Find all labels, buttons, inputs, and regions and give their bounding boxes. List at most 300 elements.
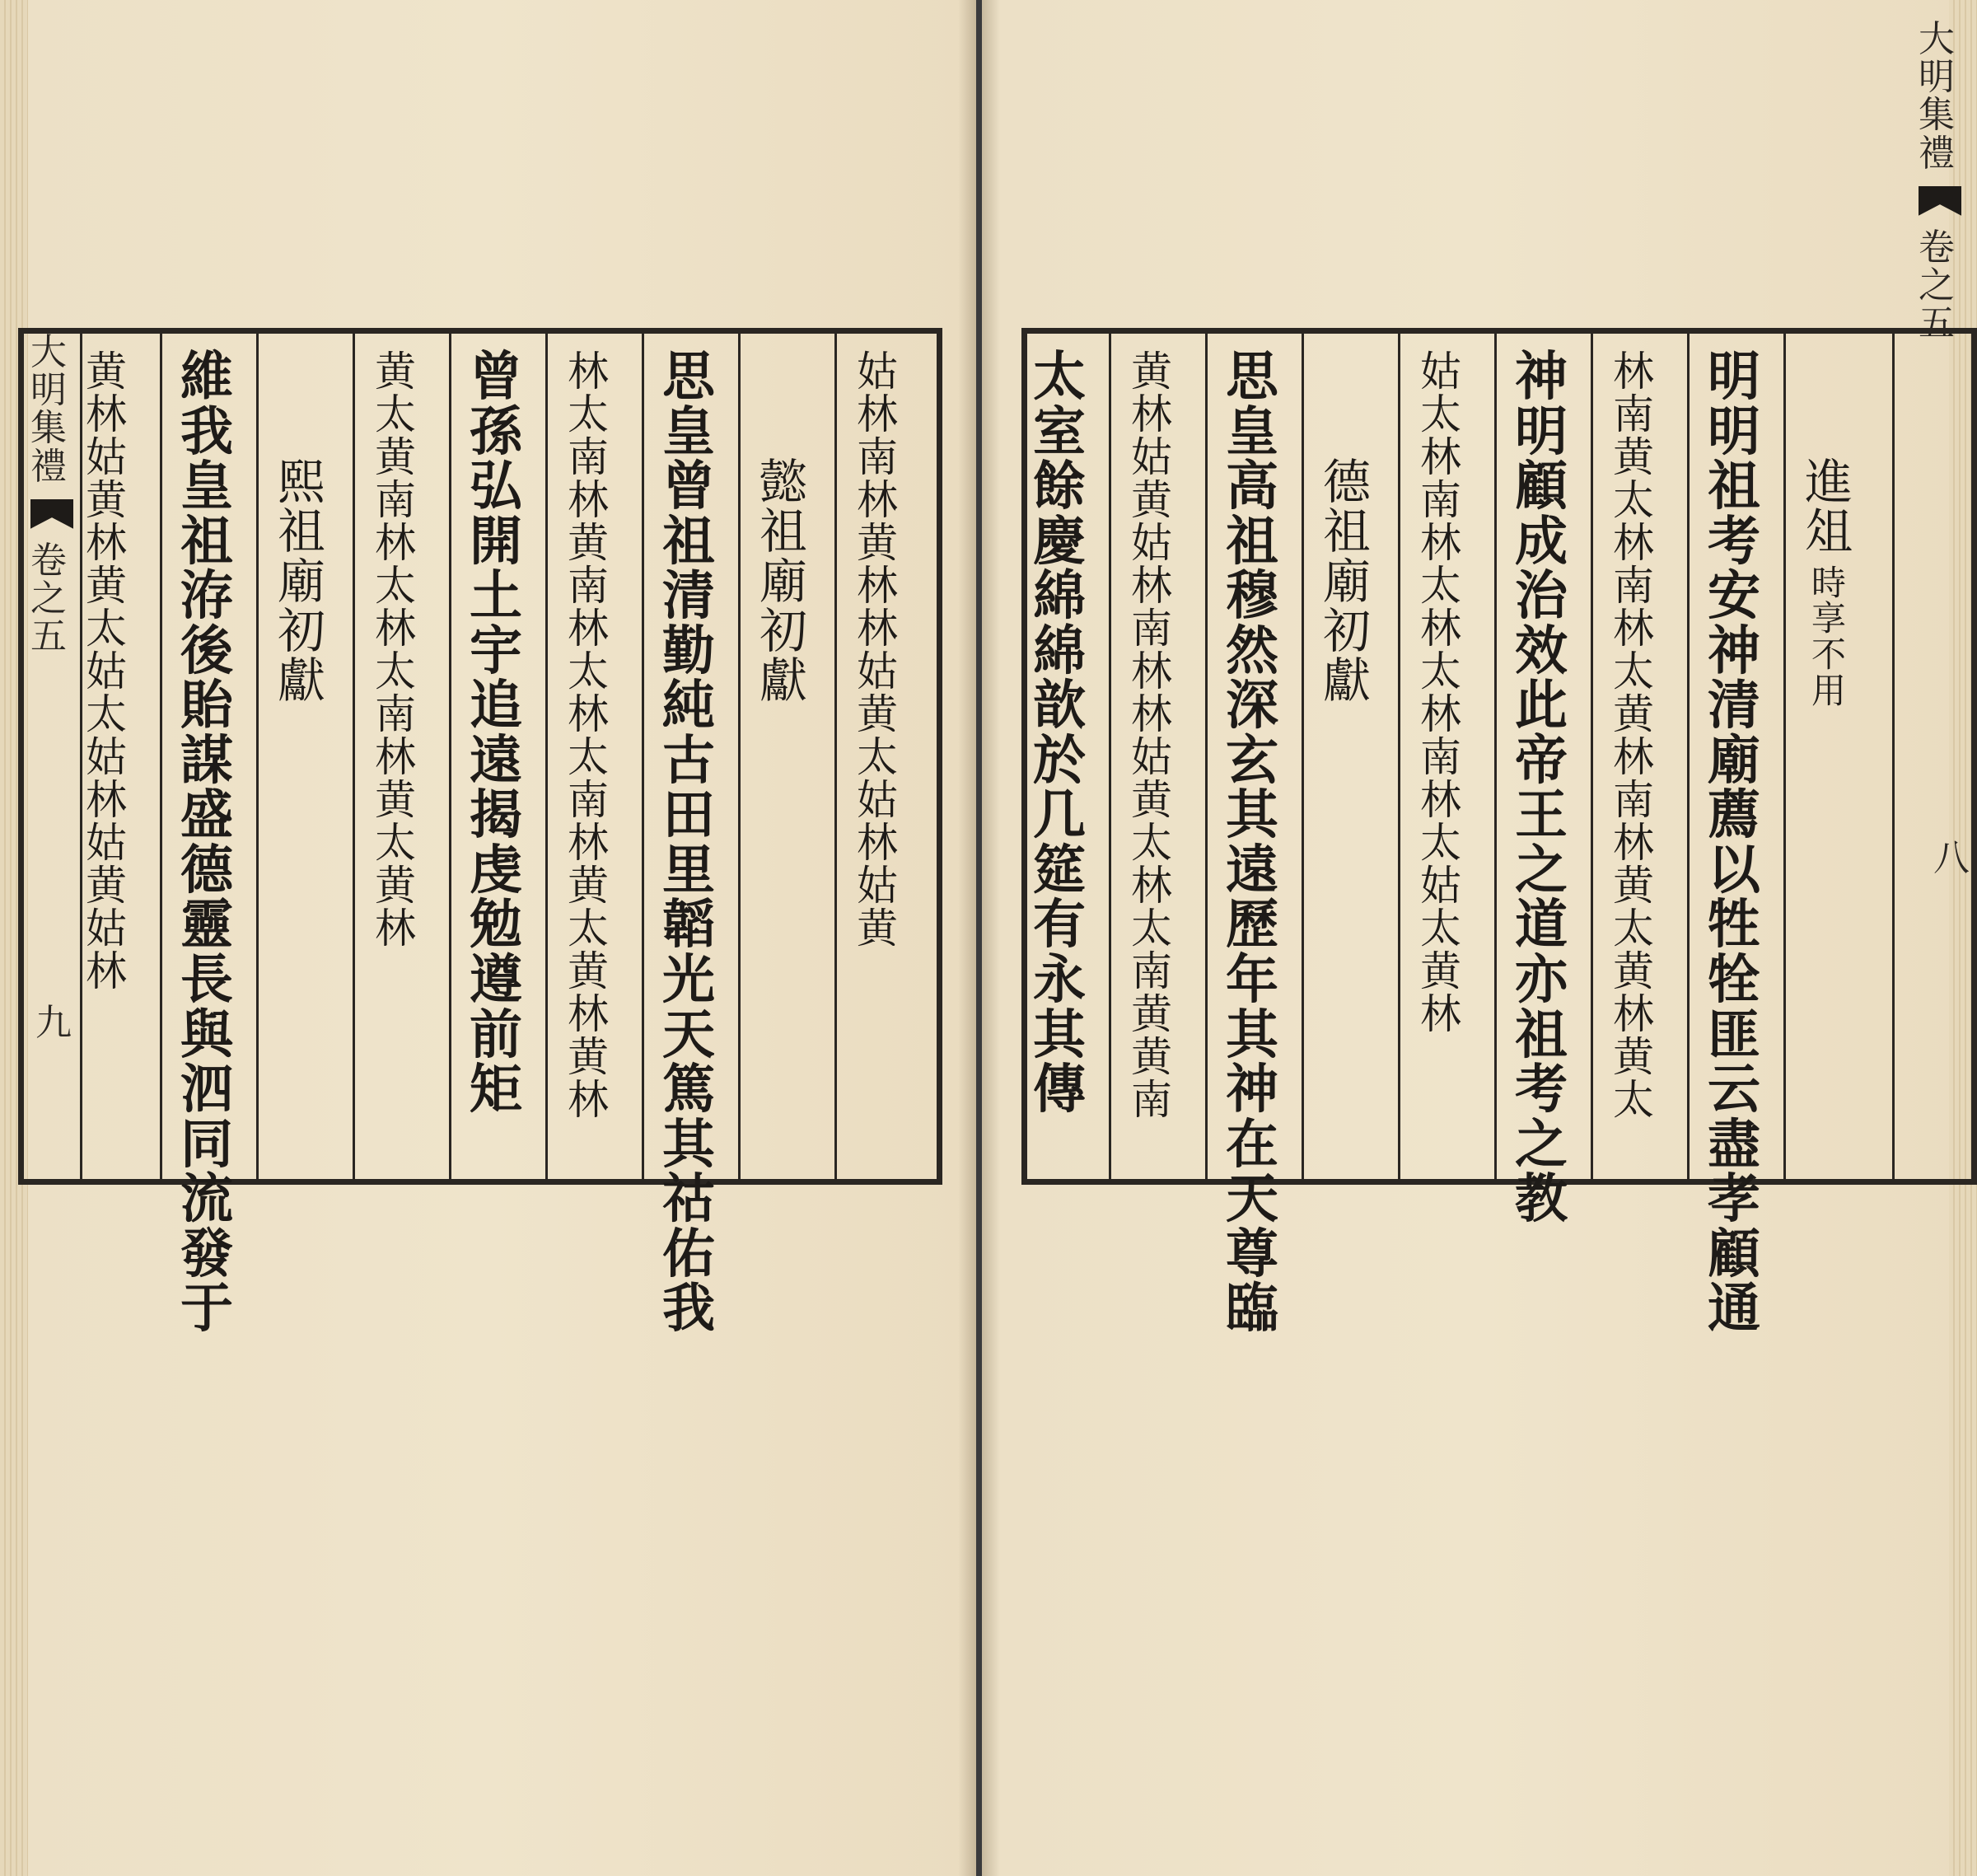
glyph: 靈	[180, 894, 233, 957]
section-heading	[756, 334, 811, 1179]
glyph: 黄	[86, 348, 127, 395]
glyph: 盛	[180, 784, 233, 847]
glyph: 南	[1131, 947, 1172, 995]
glyph: 揭	[470, 784, 522, 847]
glyph: 獻	[1322, 653, 1371, 709]
section-heading	[1320, 334, 1374, 1179]
glyph: 于	[180, 1278, 233, 1340]
glyph: 黄	[1613, 433, 1654, 481]
glyph: 里	[662, 839, 715, 901]
glyph: 曾	[662, 456, 715, 518]
column-rule	[1892, 334, 1895, 1179]
glyph: 效	[1515, 620, 1568, 682]
glyph: 與	[180, 1003, 233, 1066]
glyph: 云	[1708, 1059, 1760, 1121]
glyph: 明	[1708, 346, 1760, 408]
glyph: 玄	[1226, 729, 1278, 792]
glyph: 林	[375, 733, 416, 781]
glyph: 姑	[857, 862, 898, 910]
glyph: 勤	[662, 620, 715, 682]
glyph: 神	[1708, 620, 1760, 682]
glyph: 姑	[1131, 519, 1172, 567]
glyph: 明	[1515, 400, 1568, 463]
glyph: 黄	[857, 690, 898, 738]
glyph: 用	[1811, 670, 1846, 711]
glyph: 韜	[662, 894, 715, 957]
glyph: 泗	[180, 1059, 233, 1121]
glyph: 南	[1613, 562, 1654, 610]
glyph: 綿	[1033, 620, 1086, 682]
glyph: 弘	[470, 456, 522, 518]
glyph: 進	[1804, 454, 1853, 510]
glyph: 黄	[1613, 947, 1654, 995]
glyph: 太	[1613, 476, 1654, 524]
fishtail-mark-icon	[30, 499, 73, 529]
glyph: 祖	[759, 503, 807, 560]
glyph: 太	[1613, 905, 1654, 952]
glyph: 顧	[1708, 1223, 1760, 1285]
glyph: 尊	[1226, 1223, 1278, 1285]
glyph: 林	[375, 605, 416, 653]
glyph: 之	[1515, 1113, 1568, 1176]
glyph: 祖	[180, 510, 233, 573]
glyph: 黄	[857, 519, 898, 567]
glyph: 太	[1420, 562, 1461, 610]
notation-column	[1127, 334, 1176, 1179]
glyph: 神	[1226, 1059, 1278, 1121]
glyph: 太	[1613, 648, 1654, 695]
glyph: 林	[568, 605, 609, 653]
glyph: 林	[86, 947, 127, 995]
folio-header	[1919, 18, 1961, 1179]
glyph: 以	[1708, 839, 1760, 901]
glyph: 太	[1420, 819, 1461, 867]
glyph: 太	[1420, 391, 1461, 438]
glyph: 姑	[86, 819, 127, 867]
glyph: 在	[1226, 1113, 1278, 1176]
glyph: 几	[1033, 784, 1086, 847]
glyph: 祖	[662, 510, 715, 573]
glyph: 神	[1515, 346, 1568, 408]
fishtail-mark-icon	[1919, 186, 1961, 216]
glyph: 祖	[1708, 456, 1760, 518]
glyph: 田	[662, 784, 715, 847]
glyph: 獻	[277, 653, 325, 709]
glyph: 林	[1420, 690, 1461, 738]
glyph: 林	[568, 1076, 609, 1124]
glyph: 林	[1420, 433, 1461, 481]
glyph: 太	[568, 905, 609, 952]
glyph: 黄	[568, 1033, 609, 1081]
glyph: 治	[1515, 565, 1568, 628]
glyph: 林	[1420, 605, 1461, 653]
notation-column	[371, 334, 420, 1179]
glyph: 貽	[180, 675, 233, 737]
column-rule	[1687, 334, 1690, 1179]
glyph: 南	[375, 476, 416, 524]
glyph: 追	[470, 675, 522, 737]
glyph: 林	[857, 391, 898, 438]
glyph: 林	[86, 776, 127, 824]
glyph: 黄	[86, 862, 127, 910]
glyph: 南	[1613, 391, 1654, 438]
glyph: 清	[1708, 675, 1760, 737]
glyph: 廟	[1322, 553, 1371, 610]
folio-number: 八	[1933, 837, 1970, 879]
glyph: 考	[1708, 510, 1760, 573]
glyph: 享	[1811, 598, 1846, 639]
glyph: 太	[568, 648, 609, 695]
glyph: 矩	[470, 1059, 522, 1121]
glyph: 林	[1131, 690, 1172, 738]
glyph: 亦	[1515, 949, 1568, 1012]
verse-column	[178, 334, 236, 1340]
glyph: 於	[1033, 729, 1086, 792]
glyph: 南	[568, 776, 609, 824]
glyph: 林	[568, 819, 609, 867]
glyph: 皇	[1226, 400, 1278, 463]
glyph: 慶	[1033, 510, 1086, 573]
glyph: 維	[180, 346, 233, 408]
glyph: 太	[1131, 905, 1172, 952]
spine-shadow	[982, 0, 1000, 1876]
glyph: 德	[1322, 454, 1371, 510]
glyph: 黄	[375, 776, 416, 824]
glyph: 祖	[1322, 503, 1371, 560]
glyph: 廟	[277, 553, 325, 610]
notation-column	[1416, 334, 1465, 1179]
verse-column	[1031, 334, 1088, 1179]
glyph: 黄	[1613, 690, 1654, 738]
glyph: 廟	[1708, 729, 1760, 792]
glyph: 姑	[86, 905, 127, 952]
glyph: 林	[1613, 990, 1654, 1038]
glyph: 林	[1613, 348, 1654, 395]
glyph: 有	[1033, 894, 1086, 957]
column-rule	[353, 334, 355, 1179]
glyph: 長	[180, 949, 233, 1012]
glyph: 黄	[568, 947, 609, 995]
folio-number: 九	[35, 1002, 72, 1044]
glyph: 林	[1613, 819, 1654, 867]
column-rule	[1783, 334, 1786, 1179]
glyph: 南	[568, 562, 609, 610]
column-rule	[160, 334, 162, 1179]
right-page	[982, 0, 1977, 1876]
glyph: 獻	[759, 653, 807, 709]
glyph: 南	[375, 690, 416, 738]
glyph: 姑	[1131, 733, 1172, 781]
glyph: 虔	[470, 839, 522, 901]
glyph: 匪	[1708, 1003, 1760, 1066]
glyph: 林	[1131, 562, 1172, 610]
glyph: 林	[857, 476, 898, 524]
glyph: 盡	[1708, 1113, 1760, 1176]
column-rule	[1109, 334, 1111, 1179]
glyph: 林	[1131, 862, 1172, 910]
glyph: 孫	[470, 400, 522, 463]
text-frame	[18, 328, 942, 1340]
glyph: 筵	[1033, 839, 1086, 901]
glyph: 黄	[86, 476, 127, 524]
glyph: 廟	[759, 553, 807, 610]
column-rule	[1302, 334, 1304, 1179]
glyph: 我	[662, 1278, 715, 1340]
glyph: 林	[1613, 733, 1654, 781]
glyph: 黄	[1131, 990, 1172, 1038]
glyph: 南	[568, 433, 609, 481]
glyph: 洊	[180, 565, 233, 628]
glyph: 餘	[1033, 456, 1086, 518]
glyph: 太	[1033, 346, 1086, 408]
column-rule	[256, 334, 259, 1179]
glyph: 傳	[1033, 1059, 1086, 1121]
volume-label: 卷之五	[30, 539, 67, 658]
glyph: 林	[1420, 519, 1461, 567]
glyph: 歆	[1033, 675, 1086, 737]
glyph: 太	[86, 690, 127, 738]
glyph: 初	[759, 602, 807, 659]
glyph: 黄	[1613, 862, 1654, 910]
folio-header	[30, 331, 73, 1179]
glyph: 勉	[470, 894, 522, 957]
glyph: 黄	[1131, 348, 1172, 395]
column-rule	[834, 334, 837, 1179]
glyph: 永	[1033, 949, 1086, 1012]
glyph: 高	[1226, 456, 1278, 518]
glyph: 天	[662, 1003, 715, 1066]
glyph: 太	[375, 648, 416, 695]
column-rule	[1205, 334, 1208, 1179]
glyph: 南	[1131, 605, 1172, 653]
glyph: 土	[470, 565, 522, 628]
glyph: 同	[180, 1113, 233, 1176]
glyph: 林	[568, 348, 609, 395]
glyph: 黄	[375, 348, 416, 395]
glyph: 清	[662, 565, 715, 628]
glyph: 姑	[86, 648, 127, 695]
glyph: 皇	[662, 400, 715, 463]
glyph: 其	[662, 1113, 715, 1176]
column-rule	[1494, 334, 1497, 1179]
glyph: 黄	[375, 433, 416, 481]
glyph: 姑	[857, 348, 898, 395]
glyph: 明	[1708, 400, 1760, 463]
glyph: 黄	[568, 519, 609, 567]
glyph: 太	[568, 391, 609, 438]
column-rule	[545, 334, 548, 1179]
section-heading	[1802, 334, 1856, 1179]
text-frame	[1021, 18, 1977, 1340]
glyph: 開	[470, 510, 522, 573]
book-title: 大明集禮	[1919, 18, 1955, 175]
glyph: 林	[1420, 990, 1461, 1038]
glyph: 黄	[568, 862, 609, 910]
glyph: 德	[180, 839, 233, 901]
glyph: 林	[86, 519, 127, 567]
glyph: 遠	[470, 729, 522, 792]
column-rule	[642, 334, 644, 1179]
glyph: 黄	[1131, 776, 1172, 824]
glyph: 祖	[277, 503, 325, 560]
glyph: 顧	[1515, 456, 1568, 518]
glyph: 其	[1226, 784, 1278, 847]
glyph: 祜	[662, 1168, 715, 1231]
heading-note	[1811, 562, 1846, 711]
verse-column	[660, 334, 717, 1340]
glyph: 黄	[1131, 1033, 1172, 1081]
glyph: 太	[86, 605, 127, 653]
glyph: 太	[1420, 648, 1461, 695]
glyph: 純	[662, 675, 715, 737]
glyph: 佑	[662, 1223, 715, 1285]
section-heading	[274, 334, 329, 1179]
verse-column	[1705, 334, 1763, 1340]
glyph: 牲	[1708, 894, 1760, 957]
glyph: 林	[857, 605, 898, 653]
glyph: 姑	[857, 776, 898, 824]
glyph: 林	[1613, 605, 1654, 653]
glyph: 林	[857, 562, 898, 610]
glyph: 初	[1322, 602, 1371, 659]
glyph: 林	[568, 990, 609, 1038]
glyph: 我	[180, 400, 233, 463]
glyph: 林	[1613, 519, 1654, 567]
glyph: 光	[662, 949, 715, 1012]
left-page	[0, 0, 976, 1876]
glyph: 時	[1811, 562, 1846, 603]
glyph: 宇	[470, 620, 522, 682]
column-rule	[449, 334, 451, 1179]
verse-column	[1223, 334, 1281, 1340]
glyph: 其	[1033, 1003, 1086, 1066]
glyph: 林	[857, 819, 898, 867]
glyph: 思	[662, 346, 715, 408]
column-rule	[1398, 334, 1400, 1179]
glyph: 安	[1708, 565, 1760, 628]
glyph: 林	[1131, 391, 1172, 438]
glyph: 穆	[1226, 565, 1278, 628]
notation-column	[1609, 334, 1658, 1179]
glyph: 南	[1131, 1076, 1172, 1124]
glyph: 成	[1515, 510, 1568, 573]
glyph: 然	[1226, 620, 1278, 682]
glyph: 懿	[759, 454, 807, 510]
notation-column	[853, 334, 902, 1179]
glyph: 太	[375, 819, 416, 867]
glyph: 年	[1226, 949, 1278, 1012]
glyph: 林	[1420, 776, 1461, 824]
glyph: 南	[1613, 776, 1654, 824]
glyph: 太	[568, 733, 609, 781]
glyph: 南	[857, 433, 898, 481]
glyph: 帝	[1515, 729, 1568, 792]
glyph: 祖	[1226, 510, 1278, 573]
glyph: 室	[1033, 400, 1086, 463]
glyph: 古	[662, 729, 715, 792]
glyph: 後	[180, 620, 233, 682]
glyph: 篤	[662, 1059, 715, 1121]
glyph: 林	[568, 690, 609, 738]
glyph: 前	[470, 1003, 522, 1066]
glyph: 流	[180, 1168, 233, 1231]
glyph: 其	[1226, 1003, 1278, 1066]
glyph: 熙	[277, 454, 325, 510]
glyph: 姑	[86, 433, 127, 481]
glyph: 曾	[470, 346, 522, 408]
glyph: 道	[1515, 894, 1568, 957]
glyph: 林	[568, 476, 609, 524]
glyph: 之	[1515, 839, 1568, 901]
glyph: 深	[1226, 675, 1278, 737]
glyph: 黄	[1613, 1033, 1654, 1081]
glyph: 姑	[1131, 433, 1172, 481]
glyph: 姑	[1420, 862, 1461, 910]
glyph: 南	[1420, 733, 1461, 781]
glyph: 太	[1613, 1076, 1654, 1124]
glyph: 林	[1131, 648, 1172, 695]
glyph: 林	[375, 519, 416, 567]
glyph: 皇	[180, 456, 233, 518]
column-rule	[1591, 334, 1593, 1179]
glyph: 黄	[375, 862, 416, 910]
glyph: 姑	[1420, 348, 1461, 395]
glyph: 黄	[86, 562, 127, 610]
glyph: 謀	[180, 729, 233, 792]
glyph: 祖	[1515, 1003, 1568, 1066]
glyph: 林	[375, 905, 416, 952]
verse-column	[1512, 334, 1570, 1231]
glyph: 林	[86, 391, 127, 438]
glyph: 太	[1420, 905, 1461, 952]
glyph: 牷	[1708, 949, 1760, 1012]
glyph: 綿	[1033, 565, 1086, 628]
glyph: 黄	[857, 905, 898, 952]
glyph: 不	[1811, 634, 1846, 675]
glyph: 俎	[1804, 503, 1853, 560]
glyph: 姑	[857, 648, 898, 695]
glyph: 發	[180, 1223, 233, 1285]
verse-column	[467, 334, 525, 1179]
glyph: 薦	[1708, 784, 1760, 847]
glyph: 思	[1226, 346, 1278, 408]
glyph: 姑	[86, 733, 127, 781]
glyph: 太	[1131, 819, 1172, 867]
glyph: 教	[1515, 1168, 1568, 1231]
glyph: 歷	[1226, 894, 1278, 957]
notation-column	[563, 334, 613, 1179]
glyph: 天	[1226, 1168, 1278, 1231]
glyph: 遵	[470, 949, 522, 1012]
glyph: 黄	[1131, 476, 1172, 524]
glyph: 南	[1420, 476, 1461, 524]
glyph: 太	[857, 733, 898, 781]
glyph: 黄	[1420, 947, 1461, 995]
spine-shadow	[958, 0, 976, 1876]
notation-column	[82, 334, 131, 1179]
glyph: 臨	[1226, 1278, 1278, 1340]
glyph: 初	[277, 602, 325, 659]
glyph: 遠	[1226, 839, 1278, 901]
glyph: 太	[375, 562, 416, 610]
glyph: 通	[1708, 1278, 1760, 1340]
book-title: 大明集禮	[30, 331, 67, 488]
column-rule	[738, 334, 741, 1179]
glyph: 王	[1515, 784, 1568, 847]
volume-label: 卷之五	[1919, 226, 1955, 345]
glyph: 考	[1515, 1059, 1568, 1121]
glyph: 太	[375, 391, 416, 438]
